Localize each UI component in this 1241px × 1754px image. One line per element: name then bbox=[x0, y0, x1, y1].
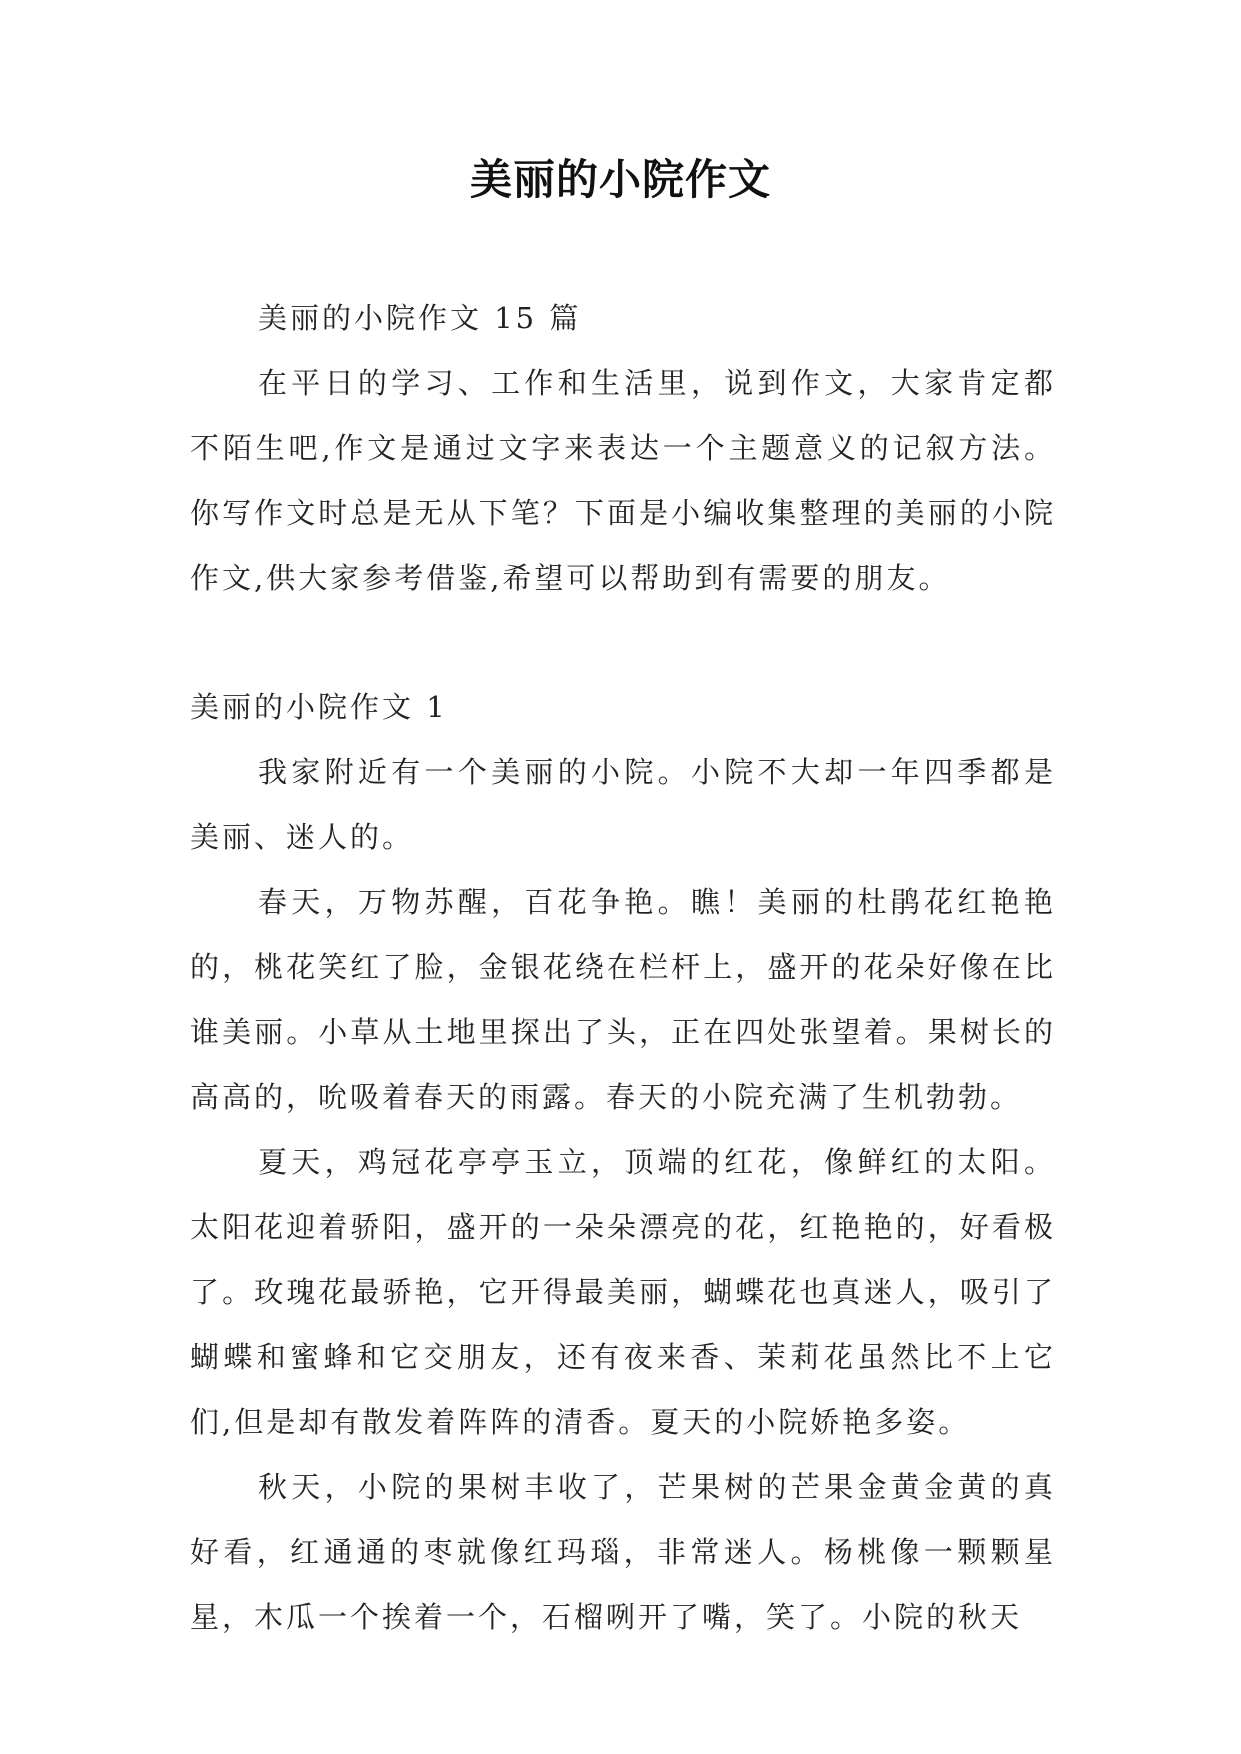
section-heading: 美丽的小院作文 1 bbox=[190, 690, 448, 724]
essay-paragraph: 我家附近有一个美丽的小院。小院不大却一年四季都是美丽、迷人的。 bbox=[190, 755, 1056, 854]
section-spacer bbox=[190, 611, 1056, 675]
document-title: 美丽的小院作文 bbox=[469, 155, 771, 204]
essay-paragraph: 夏天，鸡冠花亭亭玉立，顶端的红花，像鲜红的太阳。太阳花迎着骄阳，盛开的一朵朵漂亮的花，红艳艳的，好看极了。玫瑰花最骄艳，它开得最美丽，蝴蝶花也真迷人，吸引了蝴蝶和蜜蜂和它交朋友，还有夜来香、茉莉花虽然比不上它们,但是却有散发着阵阵的清香。夏天的小院娇艳多姿。 bbox=[190, 1145, 1056, 1439]
intro-paragraph: 在平日的学习、工作和生活里，说到作文，大家肯定都不陌生吧,作文是通过文字来表达一个主题意义的记叙方法。你写作文时总是无从下笔？下面是小编收集整理的美丽的小院作文,供大家参考借鉴,希望可以帮助到有需要的朋友。 bbox=[190, 366, 1056, 595]
essay-paragraph: 秋天，小院的果树丰收了，芒果树的芒果金黄金黄的真好看，红通通的枣就像红玛瑙，非常迷人。杨桃像一颗颗星星，木瓜一个挨着一个，石榴咧开了嘴，笑了。小院的秋天 bbox=[190, 1470, 1056, 1634]
document-subtitle: 美丽的小院作文 15 篇 bbox=[258, 301, 582, 335]
document-body bbox=[190, 286, 1056, 1650]
essay-paragraph: 春天，万物苏醒，百花争艳。瞧！美丽的杜鹃花红艳艳的，桃花笑红了脸，金银花绕在栏杆上，盛开的花朵好像在比谁美丽。小草从土地里探出了头，正在四处张望着。果树长的高高的，吮吸着春天的雨露。春天的小院充满了生机勃勃。 bbox=[190, 885, 1056, 1114]
